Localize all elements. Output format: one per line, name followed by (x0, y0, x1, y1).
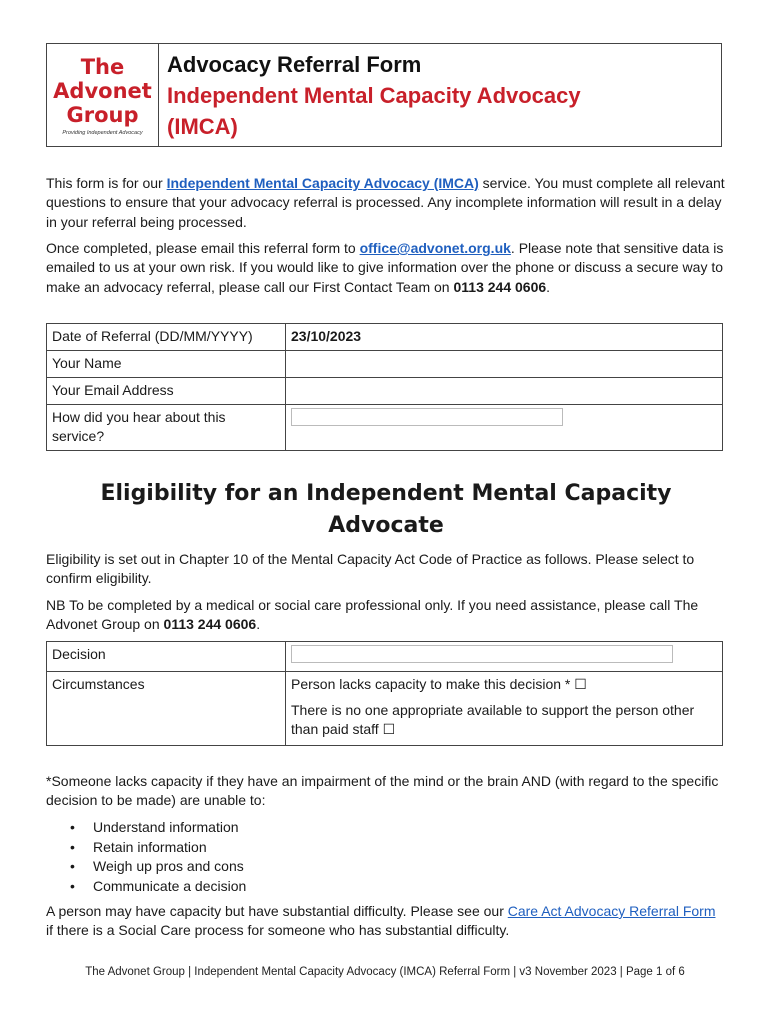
form-header (46, 43, 722, 147)
logo-tagline: Providing Independent Advocacy (62, 129, 143, 136)
logo-line-1: The (80, 54, 125, 79)
date-field[interactable] (286, 324, 723, 351)
date-value: 23/10/2023 (291, 328, 362, 344)
contact-end: . (546, 278, 551, 295)
list-item: • Retain information (46, 838, 246, 858)
list-item: • Weigh up pros and cons (46, 857, 246, 877)
eligibility-heading-line-2: Advocate (328, 513, 444, 538)
care-act-form-link[interactable]: Care Act Advocacy Referral Form (507, 903, 716, 919)
referrer-details-table (46, 323, 723, 451)
contact-phone: 0113 244 0606 (453, 278, 547, 295)
circumstances-label: Circumstances (47, 672, 286, 746)
name-label: Your Name (47, 351, 286, 378)
table-row (47, 351, 723, 378)
list-item: • Communicate a decision (46, 877, 246, 897)
intro-paragraph-2 (46, 239, 726, 297)
note-text-cont: if there is a Social Care process for someone who has substantial difficulty. (46, 922, 510, 939)
page-subtitle-line-1: Independent Mental Capacity Advocacy (167, 83, 581, 108)
eligibility-phone: 0113 244 0606 (163, 616, 257, 633)
logo-line-2: Advonet (53, 78, 152, 103)
circumstances-options (286, 672, 723, 746)
decision-field-cell (286, 642, 723, 672)
title-cell (159, 44, 589, 146)
hear-input[interactable] (291, 408, 563, 426)
no-support-checkbox[interactable]: There is no one appropriate available to support the person other than paid staff ☐ (291, 702, 695, 737)
decision-label: Decision (47, 642, 286, 672)
table-row (47, 378, 723, 405)
contact-instructions: . Please note that sensitive data is emailed to us at your own risk. If you would like to give information over the phone or discuss a secure way to make an advocacy referral, please call our First Contact Team on (46, 240, 724, 295)
advonet-logo (47, 44, 159, 146)
note-text: A person may have capacity but have substantial difficulty. Please see our (46, 903, 508, 919)
eligibility-intro: Eligibility is set out in Chapter 10 of the Mental Capacity Act Code of Practice as follows. Please select to confirm eligibility. (46, 551, 695, 587)
list-item: • Understand information (46, 818, 246, 838)
intro-text-cont: service. You must complete all relevant questions to ensure that your advocacy referral is processed. Any incomplete information will result in a delay in your referral being processed. (46, 175, 725, 230)
eligibility-heading (46, 478, 726, 542)
logo-line-3: Group (66, 102, 139, 127)
table-row (47, 405, 723, 451)
capacity-definition: *Someone lacks capacity if they have an impairment of the mind or the brain AND (with regard to the specific decision to be made) are unable to: (46, 773, 719, 809)
eligibility-note-text: NB To be completed by a medical or social care professional only. If you need assistance, please call The Advonet Group on (46, 597, 699, 633)
page-footer: The Advonet Group | Independent Mental Capacity Advocacy (IMCA) Referral Form | v3 November 2023 | Page 1 of 6 (85, 966, 685, 978)
eligibility-heading-line-1: Eligibility for an Independent Mental Capacity (100, 481, 672, 506)
hear-field-cell (286, 405, 723, 451)
office-email-link[interactable]: office@advonet.org.uk (359, 240, 511, 256)
table-row (47, 642, 723, 672)
decision-input[interactable] (291, 645, 673, 663)
intro-text: This form is for our (46, 175, 167, 191)
email-label: Your Email Address (47, 378, 286, 405)
table-row (47, 324, 723, 351)
name-field[interactable] (286, 351, 723, 378)
page-title: Advocacy Referral Form (167, 52, 422, 77)
eligibility-note-end: . (256, 616, 261, 633)
date-label: Date of Referral (DD/MM/YYYY) (47, 324, 286, 351)
imca-service-link[interactable]: Independent Mental Capacity Advocacy (IMCA) (166, 175, 479, 191)
lacks-capacity-checkbox[interactable]: Person lacks capacity to make this decision * ☐ (291, 676, 587, 692)
email-field[interactable] (286, 378, 723, 405)
substantial-difficulty-note (46, 902, 726, 941)
email-instructions: Once completed, please email this referral form to (46, 240, 360, 256)
table-row (47, 672, 723, 746)
hear-label: How did you hear about this service? (47, 405, 286, 451)
eligibility-note (46, 596, 726, 635)
intro-paragraph-1 (46, 174, 726, 232)
page-subtitle-line-2: (IMCA) (167, 114, 238, 139)
capacity-criteria-list (46, 818, 246, 896)
eligibility-table (46, 641, 723, 746)
